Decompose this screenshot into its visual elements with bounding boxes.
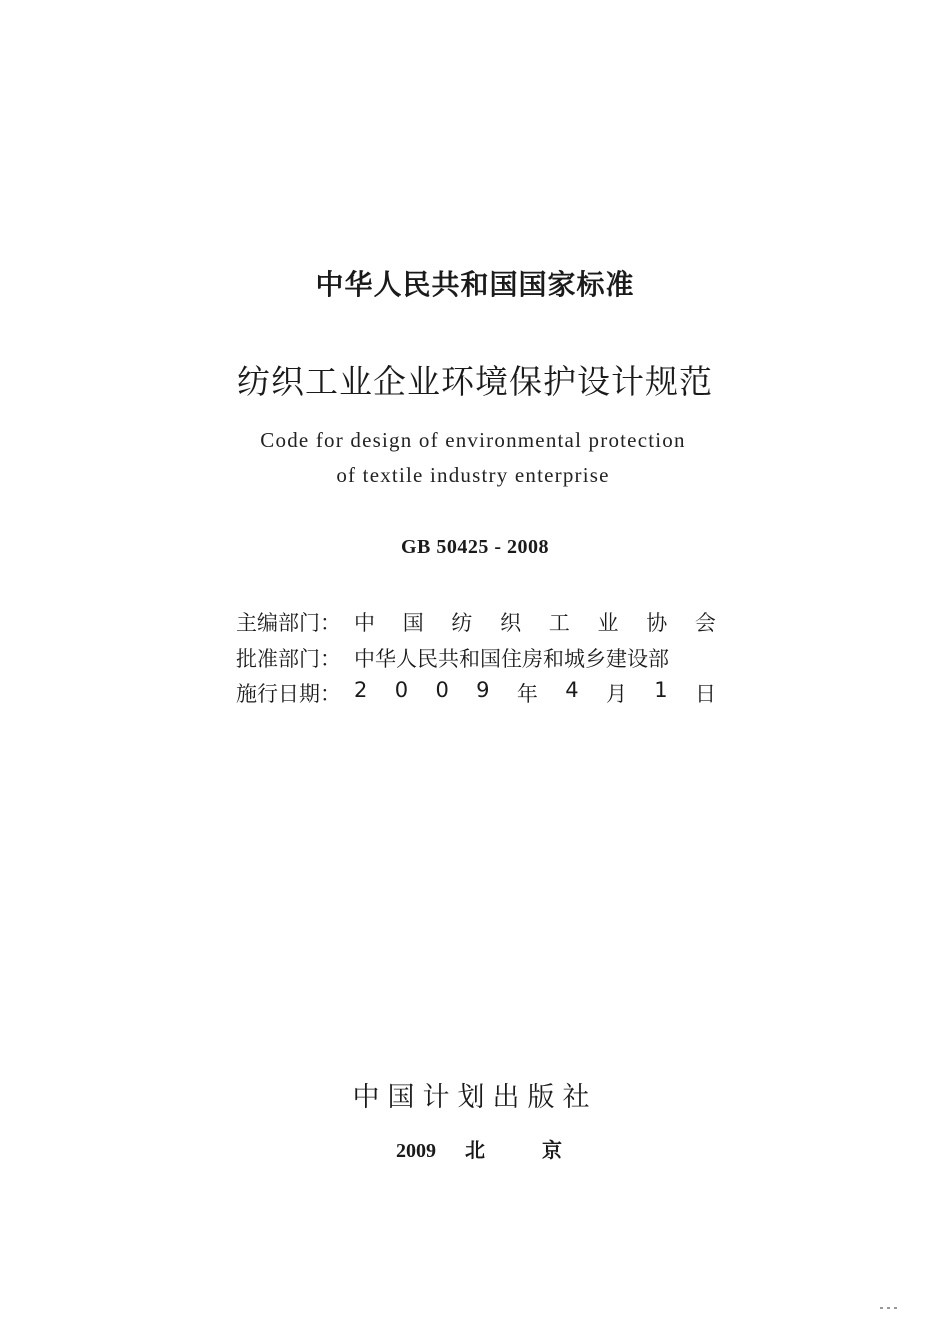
chief-editor-char: 中 (354, 611, 375, 635)
effective-date-char: 2 (354, 678, 368, 702)
chief-editor-row (236, 606, 716, 638)
national-standard-heading: 中华人民共和国国家标准 (315, 268, 635, 301)
effective-date-row (236, 677, 716, 709)
approver-row (236, 642, 716, 674)
publication-city-char: 北 (465, 1140, 485, 1162)
standard-code: GB 50425 - 2008 (400, 536, 550, 558)
publication-year-place (396, 1134, 562, 1163)
chief-editor-char: 会 (694, 611, 716, 635)
effective-date-char: 0 (435, 678, 449, 702)
chief-editor-value (354, 607, 716, 637)
chief-editor-char: 纺 (451, 611, 473, 635)
effective-date-char: 4 (565, 678, 579, 702)
document-title-english-line-1: Code for design of environmental protection (260, 428, 686, 452)
effective-date-char: 1 (654, 678, 668, 702)
chief-editor-char: 工 (548, 611, 570, 635)
effective-date-char: 0 (394, 678, 409, 702)
chief-editor-char: 织 (500, 611, 522, 635)
effective-date-char: 月 (605, 682, 627, 706)
chief-editor-label: 主编部门： (236, 611, 341, 635)
document-title-chinese: 纺织工业企业环境保护设计规范 (237, 362, 713, 401)
scan-artifact (880, 1294, 904, 1298)
effective-date-char: 日 (695, 682, 716, 706)
chief-editor-char: 协 (646, 611, 668, 635)
chief-editor-char: 业 (597, 611, 619, 635)
publisher-name: 中国计划出版社 (352, 1082, 598, 1113)
publication-year: 2009 (396, 1140, 436, 1162)
chief-editor-char: 国 (402, 611, 424, 635)
document-title-english-line-2: of textile industry enterprise (336, 463, 610, 487)
effective-date-value (354, 678, 716, 708)
approver-value: 中华人民共和国住房和城乡建设部 (354, 647, 669, 671)
publication-city-char: 京 (542, 1140, 562, 1162)
effective-date-label: 施行日期： (236, 682, 341, 706)
effective-date-char: 年 (516, 682, 538, 706)
approver-label: 批准部门： (236, 647, 341, 671)
effective-date-char: 9 (476, 678, 490, 702)
